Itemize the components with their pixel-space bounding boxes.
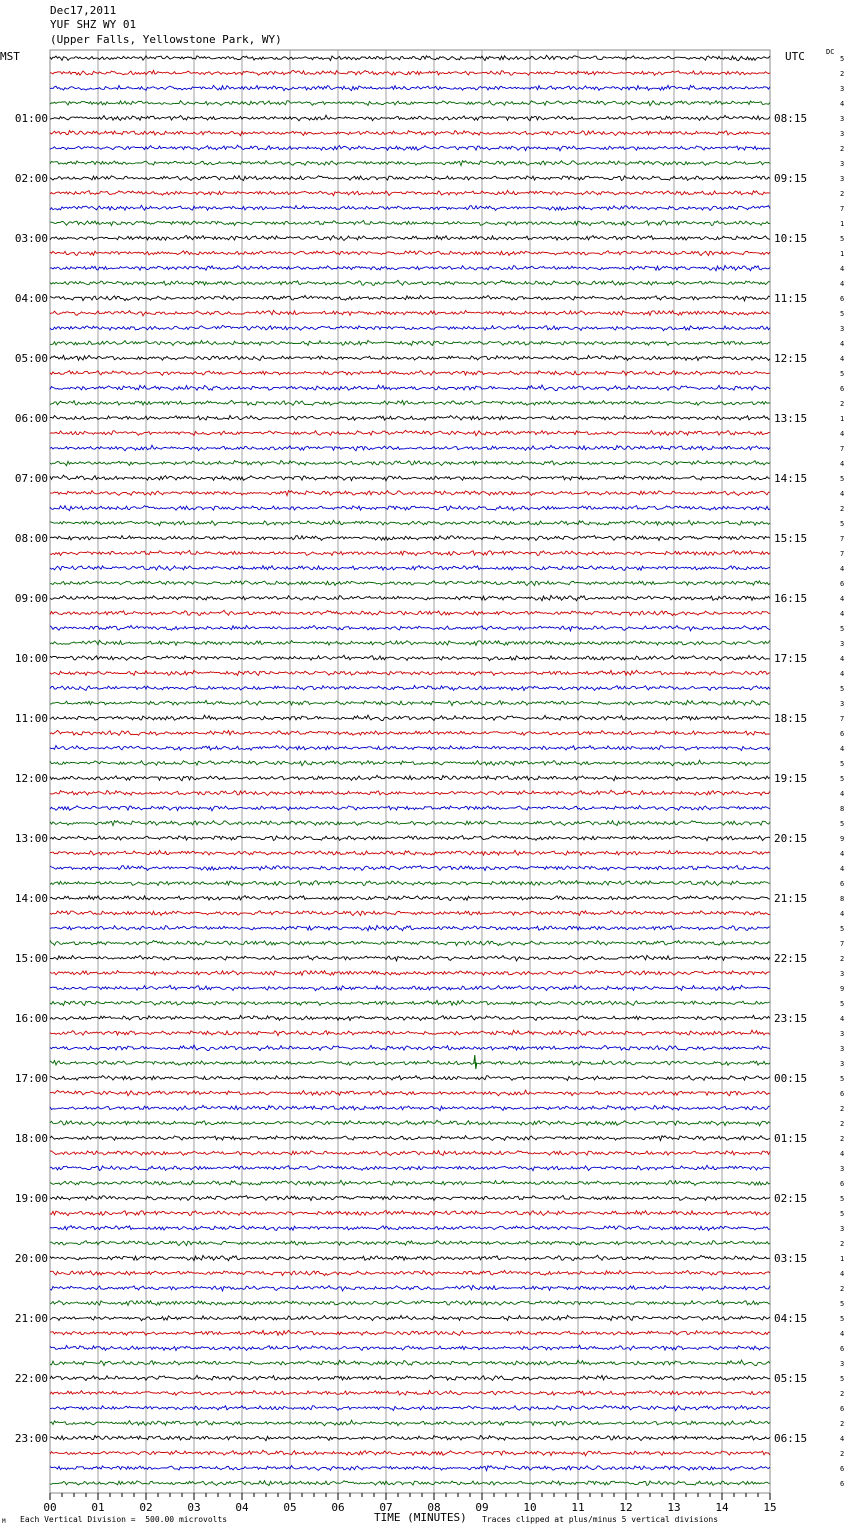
dc-offset-value: 3	[840, 115, 845, 123]
dc-offset-value: 5	[840, 625, 845, 633]
utc-hour-label: 13:15	[774, 412, 808, 425]
utc-hour-label: 20:15	[774, 832, 808, 845]
dc-offset-value: 4	[840, 610, 845, 618]
seismic-trace	[50, 700, 770, 705]
dc-offset-value: 9	[840, 985, 845, 993]
utc-hour-label: 00:15	[774, 1072, 808, 1085]
dc-offset-value: 5	[840, 520, 845, 528]
dc-offset-value: 3	[840, 160, 845, 168]
local-hour-label: 09:00	[14, 592, 48, 605]
seismic-trace	[50, 325, 770, 330]
utc-hour-label: 22:15	[774, 952, 808, 965]
seismic-trace	[50, 581, 770, 586]
seismic-trace	[50, 1076, 770, 1081]
dc-offset-value: 6	[840, 385, 845, 393]
local-hour-label: 06:00	[14, 412, 48, 425]
local-hour-label: 10:00	[14, 652, 48, 665]
dc-offset-value: 4	[840, 850, 845, 858]
dc-offset-value: 5	[840, 1300, 845, 1308]
dc-offset-value: 2	[840, 1390, 845, 1398]
seismic-trace	[50, 566, 770, 571]
seismic-trace	[50, 506, 770, 511]
local-hour-label: 14:00	[14, 892, 48, 905]
utc-hour-label: 05:15	[774, 1372, 808, 1385]
seismic-trace	[50, 1255, 770, 1261]
seismic-trace	[50, 1061, 770, 1066]
utc-hour-label: 14:15	[774, 472, 808, 485]
dc-offset-value: 2	[840, 1450, 845, 1458]
seismic-trace	[50, 1300, 770, 1305]
dc-offset-value: 1	[840, 220, 845, 228]
local-hour-label: 08:00	[14, 532, 48, 545]
seismic-trace	[50, 626, 770, 631]
dc-offset-value: 3	[840, 700, 845, 708]
x-tick-label: 03	[187, 1501, 201, 1514]
dc-offset-value: 5	[840, 1315, 845, 1323]
dc-offset-value: 2	[840, 70, 845, 78]
seismic-trace	[50, 1450, 770, 1456]
dc-offset-value: 4	[840, 790, 845, 798]
seismic-trace	[50, 1391, 770, 1396]
x-tick-label: 08	[427, 1501, 441, 1514]
dc-offset-value: 6	[840, 730, 845, 738]
dc-offset-value: 4	[840, 670, 845, 678]
dc-offset-value: 4	[840, 340, 845, 348]
x-tick-label: 04	[235, 1501, 249, 1514]
utc-timezone-label: UTC	[785, 50, 805, 63]
seismic-trace	[50, 866, 770, 871]
seismic-trace	[50, 1165, 770, 1170]
local-timezone-label: MST	[0, 50, 20, 63]
dc-offset-value: 7	[840, 715, 845, 723]
x-tick-label: 11	[571, 1501, 585, 1514]
seismic-trace	[50, 655, 770, 660]
seismic-trace	[50, 161, 770, 166]
seismic-trace	[50, 1345, 770, 1350]
local-hour-label: 03:00	[14, 232, 48, 245]
dc-offset-value: 3	[840, 175, 845, 183]
seismic-trace	[50, 1211, 770, 1216]
utc-hour-label: 06:15	[774, 1432, 808, 1445]
dc-offset-value: 3	[840, 130, 845, 138]
dc-offset-value: 4	[840, 745, 845, 753]
station-date: Dec17,2011	[50, 4, 117, 17]
dc-offset-value: 5	[840, 775, 845, 783]
seismic-trace	[50, 670, 770, 675]
dc-offset-value: 8	[840, 805, 845, 813]
dc-offset-value: 9	[840, 835, 845, 843]
utc-hour-label: 09:15	[774, 172, 808, 185]
local-hour-label: 23:00	[14, 1432, 48, 1445]
seismic-trace	[50, 955, 770, 961]
seismic-trace	[50, 1136, 770, 1141]
local-hour-label: 21:00	[14, 1312, 48, 1325]
seismic-trace	[50, 1466, 770, 1471]
seismic-trace	[50, 1180, 770, 1185]
x-tick-label: 01	[91, 1501, 105, 1514]
dc-offset-value: 6	[840, 1480, 845, 1488]
dc-offset-value: 2	[840, 955, 845, 963]
dc-offset-value: 4	[840, 865, 845, 873]
station-location: (Upper Falls, Yellowstone Park, WY)	[50, 33, 282, 46]
local-hour-label: 19:00	[14, 1192, 48, 1205]
dc-offset-value: 5	[840, 1000, 845, 1008]
seismic-trace	[50, 970, 770, 975]
footer-mark: M	[2, 1518, 6, 1525]
dc-offset-value: 2	[840, 1120, 845, 1128]
local-hour-label: 12:00	[14, 772, 48, 785]
dc-offset-value: 5	[840, 235, 845, 243]
seismic-trace	[50, 536, 770, 541]
dc-offset-value: 4	[840, 595, 845, 603]
seismic-trace	[50, 746, 770, 751]
dc-offset-value: 4	[840, 355, 845, 363]
dc-offset-value: 3	[840, 640, 845, 648]
seismic-trace	[50, 385, 770, 390]
dc-offset-value: 6	[840, 1180, 845, 1188]
seismic-trace	[50, 370, 770, 375]
seismic-trace	[50, 610, 770, 615]
seismic-trace	[50, 1241, 770, 1246]
dc-offset-value: 4	[840, 1330, 845, 1338]
local-hour-label: 04:00	[14, 292, 48, 305]
dc-offset-value: 5	[840, 475, 845, 483]
dc-offset-value: 7	[840, 445, 845, 453]
local-hour-label: 11:00	[14, 712, 48, 725]
dc-offset-value: 3	[840, 1360, 845, 1368]
dc-offset-value: 4	[840, 460, 845, 468]
dc-offset-value: 6	[840, 880, 845, 888]
dc-offset-value: 5	[840, 685, 845, 693]
dc-offset-value: 4	[840, 1015, 845, 1023]
seismic-trace	[50, 1330, 770, 1335]
x-tick-label: 10	[523, 1501, 537, 1514]
seismic-trace	[50, 100, 770, 105]
dc-offset-value: 4	[840, 655, 845, 663]
seismic-trace	[50, 551, 770, 556]
seismic-trace	[50, 775, 770, 780]
seismic-trace	[50, 1375, 770, 1380]
dc-offset-value: 7	[840, 205, 845, 213]
seismic-trace	[50, 115, 770, 121]
local-hour-label: 07:00	[14, 472, 48, 485]
seismic-trace	[50, 730, 770, 735]
dc-offset-value: 6	[840, 295, 845, 303]
dc-offset-value: 5	[840, 1075, 845, 1083]
dc-offset-value: 6	[840, 1405, 845, 1413]
dc-offset-value: 5	[840, 1195, 845, 1203]
dc-offset-value: 4	[840, 265, 845, 273]
dc-offset-value: 2	[840, 145, 845, 153]
utc-hour-label: 23:15	[774, 1012, 808, 1025]
seismic-trace	[50, 911, 770, 916]
seismic-trace	[50, 296, 770, 301]
x-tick-label: 14	[715, 1501, 729, 1514]
local-hour-label: 18:00	[14, 1132, 48, 1145]
seismic-trace	[50, 940, 770, 945]
dc-offset-value: 4	[840, 280, 845, 288]
x-tick-label: 09	[475, 1501, 489, 1514]
dc-offset-value: 3	[840, 1045, 845, 1053]
seismic-trace	[50, 1360, 770, 1366]
dc-offset-value: 2	[840, 1285, 845, 1293]
seismic-trace	[50, 310, 770, 316]
dc-offset-value: 7	[840, 550, 845, 558]
seismic-trace	[50, 176, 770, 181]
dc-offset-value: 8	[840, 895, 845, 903]
seismic-trace	[50, 821, 770, 826]
seismic-trace	[50, 595, 770, 600]
seismic-trace	[50, 355, 770, 360]
utc-hour-label: 18:15	[774, 712, 808, 725]
utc-hour-label: 15:15	[774, 532, 808, 545]
local-hour-label: 13:00	[14, 832, 48, 845]
dc-offset-value: 5	[840, 1210, 845, 1218]
seismic-trace	[50, 280, 770, 285]
seismic-trace	[50, 1285, 770, 1291]
local-hour-label: 17:00	[14, 1072, 48, 1085]
seismic-trace	[50, 236, 770, 241]
seismic-trace	[50, 1045, 770, 1050]
seismic-trace	[50, 640, 770, 645]
seismic-trace	[50, 1420, 770, 1426]
dc-offset-value: 7	[840, 535, 845, 543]
utc-hour-label: 02:15	[774, 1192, 808, 1205]
dc-offset-value: 4	[840, 430, 845, 438]
dc-offset-value: 2	[840, 1420, 845, 1428]
seismic-trace	[50, 1090, 770, 1096]
utc-hour-label: 11:15	[774, 292, 808, 305]
seismic-event-spike	[474, 1055, 477, 1069]
seismic-trace	[50, 70, 770, 75]
x-tick-label: 07	[379, 1501, 393, 1514]
seismic-trace	[50, 340, 770, 345]
utc-hour-label: 10:15	[774, 232, 808, 245]
local-hour-label: 15:00	[14, 952, 48, 965]
x-tick-label: 02	[139, 1501, 153, 1514]
seismic-trace	[50, 1120, 770, 1126]
dc-offset-value: 5	[840, 1375, 845, 1383]
seismic-trace	[50, 461, 770, 466]
seismic-trace	[50, 1271, 770, 1276]
seismic-trace	[50, 836, 770, 841]
seismic-trace	[50, 55, 770, 60]
utc-hour-label: 16:15	[774, 592, 808, 605]
seismic-trace	[50, 1436, 770, 1441]
utc-hour-label: 01:15	[774, 1132, 808, 1145]
dc-offset-value: 3	[840, 85, 845, 93]
x-tick-label: 05	[283, 1501, 297, 1514]
dc-offset-value: 5	[840, 760, 845, 768]
seismic-trace	[50, 416, 770, 421]
utc-hour-label: 21:15	[774, 892, 808, 905]
seismic-trace	[50, 925, 770, 930]
seismic-trace	[50, 491, 770, 496]
utc-hour-label: 03:15	[774, 1252, 808, 1265]
dc-offset-value: 2	[840, 1135, 845, 1143]
seismic-trace	[50, 790, 770, 795]
seismic-trace	[50, 1405, 770, 1410]
local-hour-label: 02:00	[14, 172, 48, 185]
dc-offset-value: 1	[840, 1255, 845, 1263]
seismic-trace	[50, 190, 770, 195]
seismic-trace	[50, 475, 770, 481]
seismic-trace	[50, 205, 770, 210]
seismic-trace	[50, 1105, 770, 1110]
seismic-trace	[50, 760, 770, 766]
dc-offset-value: 6	[840, 1090, 845, 1098]
seismic-trace	[50, 251, 770, 256]
dc-offset-value: 7	[840, 940, 845, 948]
local-hour-label: 05:00	[14, 352, 48, 365]
utc-hour-label: 08:15	[774, 112, 808, 125]
seismic-trace	[50, 806, 770, 811]
dc-offset-value: 3	[840, 1030, 845, 1038]
station-code: YUF SHZ WY 01	[50, 18, 137, 31]
seismic-trace	[50, 1000, 770, 1005]
seismic-trace	[50, 686, 770, 691]
dc-offset-value: 5	[840, 820, 845, 828]
seismic-trace	[50, 1481, 770, 1486]
dc-offset-value: 6	[840, 580, 845, 588]
seismic-trace	[50, 1151, 770, 1156]
dc-offset-value: 5	[840, 925, 845, 933]
seismic-trace	[50, 1315, 770, 1320]
seismic-trace	[50, 1196, 770, 1201]
dc-offset-value: 3	[840, 1225, 845, 1233]
seismic-trace	[50, 85, 770, 90]
dc-offset-value: 5	[840, 55, 845, 63]
seismic-trace	[50, 896, 770, 901]
seismic-trace	[50, 881, 770, 886]
utc-hour-label: 19:15	[774, 772, 808, 785]
local-hour-label: 22:00	[14, 1372, 48, 1385]
seismic-trace	[50, 1226, 770, 1231]
seismic-trace	[50, 430, 770, 435]
dc-offset-value: 4	[840, 1270, 845, 1278]
seismic-trace	[50, 131, 770, 136]
local-hour-label: 01:00	[14, 112, 48, 125]
x-axis-label: TIME (MINUTES)	[374, 1511, 467, 1524]
utc-hour-label: 04:15	[774, 1312, 808, 1325]
x-tick-label: 00	[43, 1501, 57, 1514]
dc-offset-value: 5	[840, 370, 845, 378]
seismic-trace	[50, 145, 770, 151]
x-tick-label: 12	[619, 1501, 633, 1514]
seismic-trace	[50, 445, 770, 451]
utc-hour-label: 17:15	[774, 652, 808, 665]
dc-offset-value: 4	[840, 490, 845, 498]
dc-offset-value: 4	[840, 100, 845, 108]
seismic-trace	[50, 715, 770, 720]
dc-offset-value: 2	[840, 1105, 845, 1113]
dc-offset-value: 3	[840, 970, 845, 978]
x-tick-label: 15	[763, 1501, 777, 1514]
dc-offset-value: 3	[840, 325, 845, 333]
scale-note: Each Vertical Division = 500.00 microvolts	[20, 1515, 228, 1524]
dc-offset-value: 4	[840, 565, 845, 573]
local-hour-label: 16:00	[14, 1012, 48, 1025]
dc-offset-value: 2	[840, 1240, 845, 1248]
seismic-trace	[50, 850, 770, 855]
local-hour-label: 20:00	[14, 1252, 48, 1265]
seismic-trace	[50, 400, 770, 405]
dc-offset-value: 4	[840, 1435, 845, 1443]
utc-hour-label: 12:15	[774, 352, 808, 365]
x-tick-label: 06	[331, 1501, 345, 1514]
seismic-trace	[50, 985, 770, 990]
seismic-trace	[50, 265, 770, 270]
dc-offset-value: 4	[840, 1150, 845, 1158]
dc-offset-value: 5	[840, 310, 845, 318]
dc-offset-value: 2	[840, 505, 845, 513]
seismic-trace	[50, 221, 770, 226]
seismic-trace	[50, 1015, 770, 1020]
dc-offset-value: 4	[840, 910, 845, 918]
dc-offset-value: 6	[840, 1345, 845, 1353]
dc-offset-value: 1	[840, 415, 845, 423]
x-tick-label: 13	[667, 1501, 681, 1514]
dc-offset-value: 2	[840, 400, 845, 408]
seismic-trace	[50, 1030, 770, 1035]
dc-offset-header: DC	[826, 48, 835, 56]
dc-offset-value: 1	[840, 250, 845, 258]
dc-offset-value: 3	[840, 1165, 845, 1173]
dc-offset-value: 3	[840, 1060, 845, 1068]
clip-note: Traces clipped at plus/minus 5 vertical divisions	[482, 1515, 719, 1524]
dc-offset-value: 6	[840, 1465, 845, 1473]
dc-offset-value: 2	[840, 190, 845, 198]
seismic-trace	[50, 520, 770, 525]
